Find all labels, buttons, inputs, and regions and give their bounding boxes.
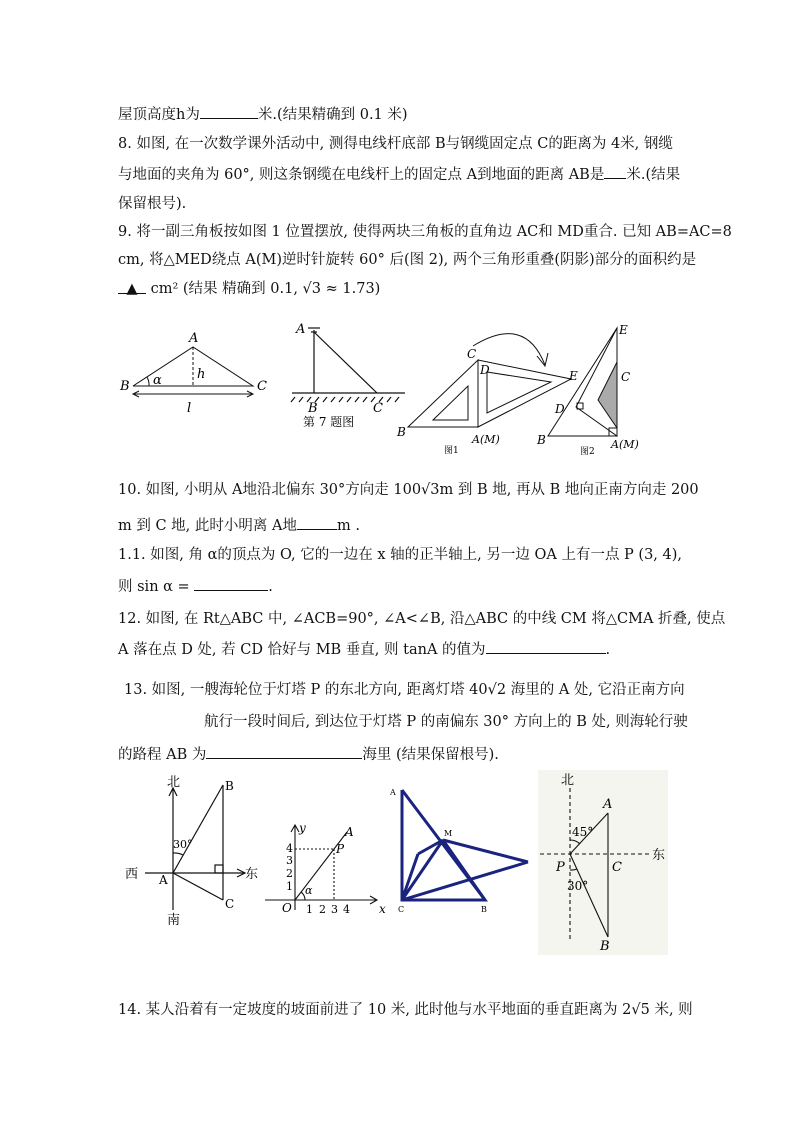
- figure-caption: 图2: [580, 447, 595, 457]
- label-c: C: [398, 905, 405, 914]
- angle-label: 30°: [173, 838, 193, 851]
- x-tick-2: 2: [319, 903, 326, 916]
- figure-row-2: [115, 770, 675, 955]
- east-label: 东: [652, 848, 666, 863]
- label-b: B: [537, 433, 546, 447]
- label-c: C: [612, 860, 622, 875]
- label-p: P: [556, 860, 565, 875]
- q14-line1: 14. 某人沿着有一定坡度的坡面前进了 10 米, 此时他与水平地面的垂直距离为 2√5 米, 则: [118, 1002, 693, 1018]
- angle-label: 30°: [567, 879, 589, 893]
- answer-blank[interactable]: [486, 639, 606, 654]
- angle-label: 45°: [572, 825, 594, 839]
- pole-figure: [291, 328, 405, 402]
- label-alpha: α: [305, 884, 313, 897]
- label-e: E: [569, 369, 578, 383]
- compass-west-label: 西: [125, 867, 139, 882]
- q8-line1: 8. 如图, 在一次数学课外活动中, 测得电线杆底部 B与钢缆固定点 C的距离为 4米, 钢缆: [118, 136, 673, 152]
- fold-figure: [402, 790, 528, 900]
- origin-label: O: [282, 901, 292, 915]
- q11-line2: 则 sin α = .: [118, 576, 273, 597]
- q8-line3: 保留根号).: [118, 196, 187, 212]
- coordinate-figure: [265, 825, 377, 910]
- label-am: A(M): [611, 438, 639, 451]
- label-a: A: [189, 331, 199, 346]
- label-m: M: [444, 829, 453, 838]
- label-h: h: [197, 367, 206, 382]
- north-label: 北: [561, 773, 575, 788]
- x-tick-1: 1: [306, 903, 313, 916]
- q9-line1: 9. 将一副三角板按如图 1 位置摆放, 使得两块三角板的直角边 AC和 MD重合. 已知 AB=AC=8: [118, 224, 732, 240]
- label-b: B: [481, 905, 487, 914]
- q13-line3: 的路程 AB 为 海里 (结果保留根号).: [118, 744, 499, 765]
- figure-caption: 图1: [444, 446, 459, 456]
- label-b: B: [397, 425, 406, 439]
- compass-north-label: 北: [167, 775, 181, 790]
- label-b: B: [308, 401, 318, 416]
- q13-line1: 13. 如图, 一艘海轮位于灯塔 P 的东北方向, 距离灯塔 40√2 海里的 A 处, 它沿正南方向: [124, 682, 685, 698]
- label-d: D: [480, 363, 490, 377]
- compass-south-label: 南: [167, 913, 181, 928]
- set-square-figure-1: [408, 334, 571, 427]
- label-a: A: [345, 825, 354, 839]
- y-tick-3: 3: [286, 854, 293, 867]
- figure-row-1: [115, 320, 675, 460]
- answer-blank[interactable]: [297, 515, 337, 530]
- x-tick-3: 3: [331, 903, 338, 916]
- label-b: B: [225, 779, 234, 793]
- answer-blank[interactable]: ▲: [118, 279, 146, 294]
- triangle-figure: [133, 347, 253, 397]
- q12-line2: A 落在点 D 处, 若 CD 恰好与 MB 垂直, 则 tanA 的值为 .: [118, 639, 610, 660]
- label-d: D: [555, 402, 565, 416]
- answer-blank[interactable]: [604, 164, 626, 179]
- axis-x-label: x: [379, 902, 386, 916]
- compass-east-label: 东: [245, 867, 259, 882]
- label-c: C: [467, 347, 477, 361]
- label-alpha: α: [153, 373, 162, 388]
- label-a: A: [603, 797, 613, 812]
- label-b: B: [600, 939, 610, 954]
- label-p: P: [336, 842, 345, 856]
- answer-blank[interactable]: [206, 744, 362, 759]
- label-e: E: [619, 323, 628, 337]
- q13-line2: 航行一段时间后, 到达位于灯塔 P 的南偏东 30° 方向上的 B 处, 则海轮行驶: [204, 714, 688, 730]
- x-tick-4: 4: [343, 903, 350, 916]
- q11-line1: 1.1. 如图, 角 α的顶点为 O, 它的一边在 x 轴的正半轴上, 另一边 OA 上有一点 P (3, 4),: [118, 547, 683, 563]
- label-c: C: [621, 370, 631, 384]
- q10-line1: 10. 如图, 小明从 A地沿北偏东 30°方向走 100√3m 到 B 地, 再从 B 地向正南方向走 200: [118, 482, 699, 498]
- answer-blank[interactable]: [200, 104, 258, 119]
- label-am: A(M): [472, 433, 500, 446]
- q7-tail: 屋顶高度h为 米.(结果精确到 0.1 米): [118, 104, 408, 125]
- set-square-figure-2: [548, 328, 617, 436]
- y-tick-2: 2: [286, 867, 293, 880]
- q8-line2: 与地面的夹角为 60°, 则这条钢缆在电线杆上的固定点 A到地面的距离 AB是 米.(结果: [118, 164, 680, 185]
- label-c: C: [257, 379, 267, 394]
- y-tick-4: 4: [286, 842, 293, 855]
- label-c: C: [225, 897, 235, 911]
- answer-blank[interactable]: [194, 576, 268, 591]
- label-b: B: [120, 379, 130, 394]
- label-a: A: [296, 322, 306, 337]
- q12-line1: 12. 如图, 在 Rt△ABC 中, ∠ACB=90°, ∠A<∠B, 沿△ABC 的中线 CM 将△CMA 折叠, 使点: [118, 611, 726, 627]
- q9-line2: cm, 将△MED绕点 A(M)逆时针旋转 60° 后(图 2), 两个三角形重叠(阴影)部分的面积约是: [118, 252, 697, 268]
- label-c: C: [373, 401, 383, 416]
- label-l: l: [187, 401, 192, 416]
- q9-line3: ▲ cm² (结果 精确到 0.1, √3 ≈ 1.73): [118, 279, 380, 299]
- figure-caption: 第 7 题图: [303, 415, 355, 429]
- label-a: A: [159, 873, 168, 887]
- q10-line2: m 到 C 地, 此时小明离 A地 m .: [118, 515, 360, 536]
- label-a: A: [390, 788, 396, 797]
- axis-y-label: y: [299, 821, 306, 835]
- y-tick-1: 1: [286, 880, 293, 893]
- compass-figure: [145, 785, 245, 910]
